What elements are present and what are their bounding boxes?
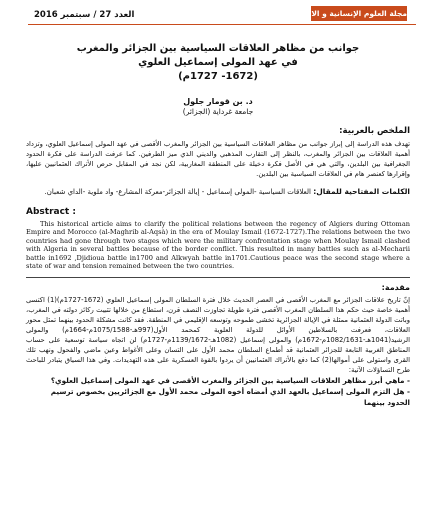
article-title <box>26 42 410 84</box>
title-line-3: (1672- 1727م) <box>178 71 258 82</box>
author-name: د. بن قومار جلول <box>183 97 253 106</box>
issue-label: العدد 27 / سبتمبر 2016 <box>34 10 135 20</box>
author-affiliation: جامعة غرداية (الجزائر) <box>182 107 254 116</box>
page-header <box>0 0 430 24</box>
keywords <box>26 187 410 197</box>
keywords-text: العلاقات السياسية -المولى إسماعيل - إيالة الجزائر-معركة المشارع- واد ملوية -الداي شعبان. <box>44 188 312 196</box>
research-question-2: - هل التزم المولى إسماعيل بالعهد الذي أمضاه أخوه المولى محمد الأول مع الجزائريين بخصوص ترسيم الحدود بينهما <box>50 387 410 408</box>
section-divider <box>26 277 410 278</box>
title-line-2: في عهد المولى إسماعيل العلوي <box>138 57 298 68</box>
english-abstract-heading: Abstract : <box>26 207 76 217</box>
header-divider <box>28 24 416 25</box>
keywords-label: الكلمات المفتاحية للمقال: <box>313 187 410 196</box>
arabic-abstract-text: تهدف هذه الدراسة إلى إبراز جوانب من مظاهر العلاقات السياسية بين الجزائر والمغرب الأقصى في عهد المولى إسماعيل العلوي، وتزداد أهمية العلاقات بين الجزائر والمغرب، بالنظر إلى التقارب المذهبي والديني الذي ميز الطرفين. كما عرفت الدراسة على فكرة الحدود الجغرافية بين البلدين، والتي هي في الأصل فكرة دخيلة على المنطقة المغاربية، لكن نجد في المقابل حرص الأتراك العثمانيين عليها، وإقرارها كعنصر هام في العلاقات السياسية بين البلدين. <box>26 140 410 178</box>
research-question-1: - ماهي أبرز مظاهر العلاقات السياسية بين الجزائر والمغرب الأقصى في عهد المولى إسماعيل العلوي؟ <box>50 376 410 386</box>
arabic-abstract-heading: الملخص بالعربية: <box>339 126 410 136</box>
introduction-heading: مقدمة: <box>381 283 410 293</box>
introduction-text: إنّ تاريخ علاقات الجزائر مع المغرب الأقصى في العصر الحديث خلال فترة السلطان المولى إسماعيل العلوي (1672-1727م)(1) اكتسى أهمية خاصة حيث حكم هذا السلطان المغرب الأقصى فترة طويلة تجاوزت النصف قرن، استطاع من خلالها تثبيت ركائز دولته في المغرب، وباتت الدولة العثمانية ممثلة في الإيالة الجزائرية تخشى طموحه وتوسعه الإقليمي في المنطقة. فقد كانت مشكلة الحدود بينهما تمثل محور العلاقات، فعرفت بالسلاطين الأوائل للدولة العلوية كمحمد الأول(997هـ-1075/1588م-1664م) والمولى الرشيد(1041هـ-1082/1631م-1672م) والمولى إسماعيل (1082هـ-1139/1672م-1727م) لن اتجاه سياسة توسعية على حساب المناطق الغربية التابعة للجزائر العثمانية قد أطماع السلطان محمد الأول على التسان وعلى الأغواط وعين ماضي والفحول ونهب تلك القرى واستولى على أموالها(2) كما دفع بالأتراك العثمانيين أن يردوا بالقوة العسكرية على هذه التهديدات. وفي هذا السياق يتبادر للباحث طرح التساؤلات الآتية: <box>26 296 410 375</box>
journal-badge: مجلة العلوم الإنسانية و الاجتماعية <box>311 6 407 21</box>
english-abstract-text: This historical article aims to clarify the political relations between the regency of Algiers during Ottoman Empire and Morocco (al-Maghrib al-Aqsà) in the era of Moulay Ismail (1672-1727).The relations between the two countries had gone through two stages which were the military confrontation stage when Moulay Ismail clashed with Algeria in several battles because of the border conflict. This resulted in many battles such as al-Mecharii battle in1692 ,Djidioua battle in1700 and Alkwyah battle in1701.Cautious peace was the second stage where a state of war and tension remained between the two countries. <box>26 220 410 271</box>
article-body <box>26 30 410 408</box>
title-line-1: جوانب من مظاهر العلاقات السياسية بين الجزائر والمغرب <box>76 43 360 54</box>
